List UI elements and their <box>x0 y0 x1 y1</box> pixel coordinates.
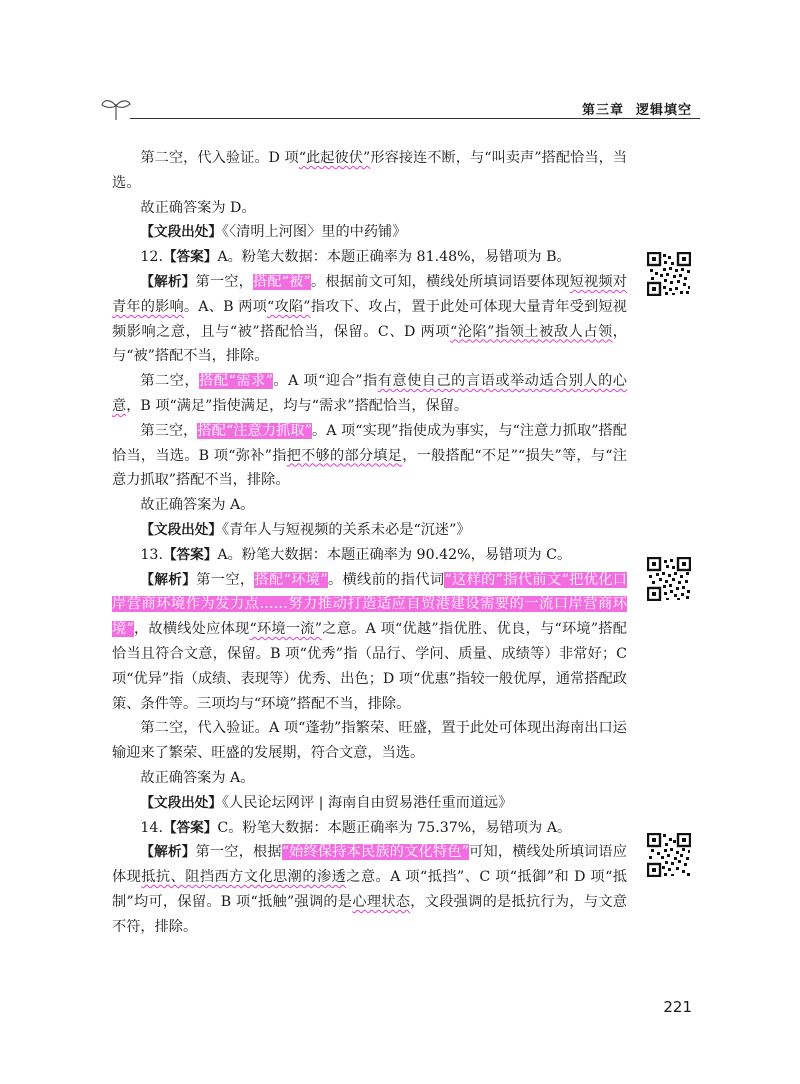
source-line: 【文段出处】《人民论坛网评 | 海南自由贸易港任重而道远》 <box>140 794 513 811</box>
paragraph: 故正确答案为 D。 <box>140 199 256 216</box>
qr-code-icon[interactable] <box>647 557 691 601</box>
analysis-paragraph: 【解析】第一空，搭配“环境”。横线前的指代词“这样的”指代前文“把优化口岸营商环境作为发力点……努力推动打造适应自贸港建设需要的一流口岸营商环境”，故横线处应体现“环境一流”之意。A 项“优越”指优胜、优良，与“环境”搭配恰当且符合文意，保留。B 项“优秀”指（品行、学问、质量、成绩等）非常好；C 项“优异”指（成绩、表现等）优秀、出色；D 项“优惠”指较一般优厚，通常搭配政策、条件等。三项均与“环境”搭配不当，排除。 <box>112 571 627 712</box>
qr-code-icon[interactable] <box>647 252 691 296</box>
answer-line: 14.【答案】C。粉笔大数据：本题正确率为 75.37%，易错项为 A。 <box>140 819 572 836</box>
analysis-paragraph: 【解析】第一空，搭配“被”。根据前文可知，横线处所填词语要体现短视频对青年的影响。A、B 两项“攻陷”指攻下、攻占，置于此处可体现大量青年受到短视频影响之意，且与“被”搭配恰当，保留。C、D 两项“沦陷”指领土被敌人占领，与“被”搭配不当，排除。 <box>112 273 627 365</box>
header-rule <box>130 118 700 119</box>
paragraph: 第二空，代入验证。D 项“此起彼伏”形容接连不断，与“叫卖声”搭配恰当，当选。 <box>112 150 627 191</box>
page-number: 221 <box>663 998 692 1016</box>
chapter-title: 第三章 逻辑填空 <box>574 99 692 118</box>
answer-line: 12.【答案】A。粉笔大数据：本题正确率为 81.48%，易错项为 B。 <box>140 249 571 266</box>
paragraph: 第二空，代入验证。A 项“蓬勃”指繁荣、旺盛，置于此处可体现出海南出口运输迎来了繁荣、旺盛的发展期，符合文意，当选。 <box>112 720 627 762</box>
paragraph: 第三空，搭配“注意力抓取”。A 项“实现”指使成为事实，与“注意力抓取”搭配恰当，当选。B 项“弥补”指把不够的部分填足，一般搭配“不足”“损失”等，与“注意力抓取”搭配不当，排除。 <box>112 422 627 489</box>
paragraph: 故正确答案为 A。 <box>140 769 255 786</box>
paragraph: 第二空，搭配“需求”。A 项“迎合”指有意使自己的言语或举动适合别人的心意，B 项“满足”指使满足，均与“需求”搭配恰当，保留。 <box>112 373 627 414</box>
answer-line: 13.【答案】A。粉笔大数据：本题正确率为 90.42%，易错项为 C。 <box>140 546 572 563</box>
qr-code-icon[interactable] <box>647 833 691 877</box>
running-header <box>100 96 700 126</box>
analysis-paragraph: 【解析】第一空，根据“始终保持本民族的文化特色”可知，横线处所填词语应体现抵抗、阻挡西方文化思潮的渗透之意。A 项“抵挡”、C 项“抵御”和 D 项“抵制”均可，保留。B 项“抵触”强调的是心理状态，文段强调的是抵抗行为，与文意不符，排除。 <box>112 844 627 935</box>
page-body <box>112 146 627 940</box>
paragraph: 故正确答案为 A。 <box>140 497 255 514</box>
source-line: 【文段出处】《青年人与短视频的关系未必是“沉迷”》 <box>140 521 471 538</box>
source-line: 【文段出处】《〈清明上河图〉里的中药铺》 <box>140 224 407 241</box>
leaf-ornament-icon <box>100 96 132 122</box>
